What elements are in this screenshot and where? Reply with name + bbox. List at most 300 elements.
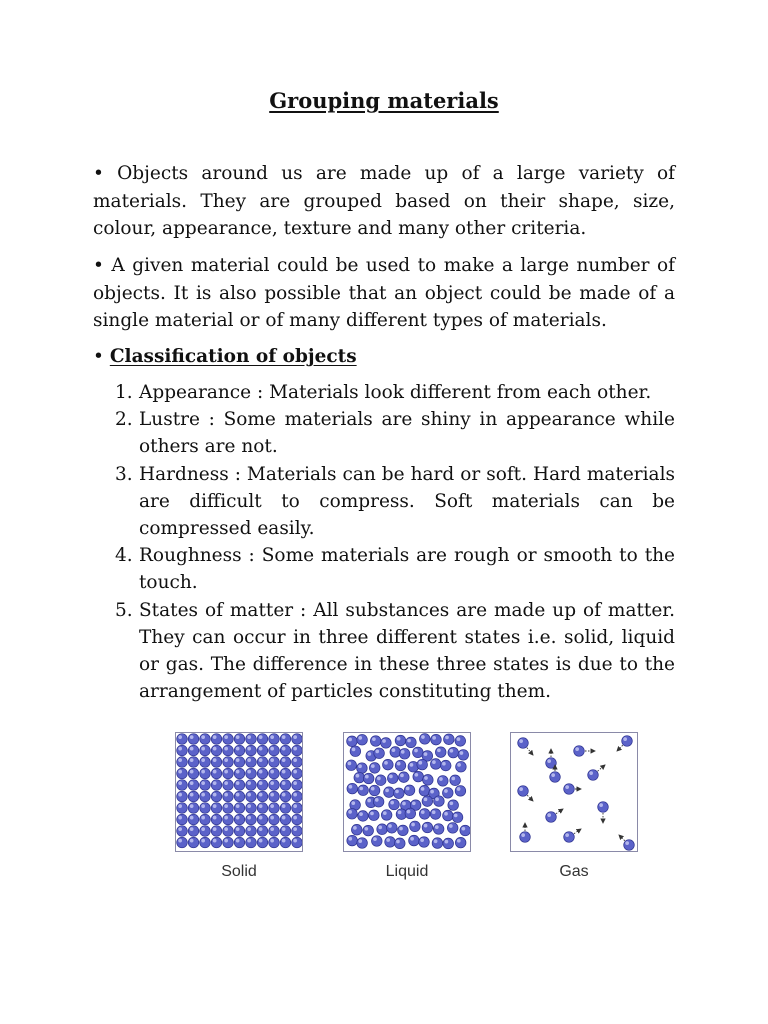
particle-highlight (519, 739, 523, 743)
particle (384, 787, 395, 798)
particle-highlight (178, 839, 182, 843)
particle-highlight (365, 775, 369, 779)
particle-highlight (375, 798, 379, 802)
particle (188, 768, 199, 779)
particle (447, 823, 458, 834)
particle-highlight (378, 825, 382, 829)
particle-highlight (270, 735, 274, 739)
solid-diagram (175, 732, 303, 852)
particle-highlight (356, 774, 360, 778)
particle-highlight (450, 749, 454, 753)
particle (413, 747, 424, 758)
paragraph-1-text: Objects around us are made up of a large variety of materials. They are grouped based on their shape, size, colour, appearance, texture and many other criteria. (93, 163, 675, 239)
particle-highlight (236, 770, 240, 774)
particle-highlight (411, 823, 415, 827)
particle-highlight (224, 781, 228, 785)
particle-highlight (236, 816, 240, 820)
particle-highlight (190, 839, 194, 843)
particle (257, 803, 268, 814)
particle-highlight (247, 816, 251, 820)
particle-highlight (371, 787, 375, 791)
particle-highlight (358, 839, 362, 843)
particle (351, 824, 362, 835)
particle (200, 745, 211, 756)
particle (292, 803, 302, 814)
particle (394, 788, 405, 799)
particle (177, 745, 188, 756)
particle-highlight (213, 816, 217, 820)
particle-highlight (190, 781, 194, 785)
particle-highlight (384, 761, 388, 765)
particle (363, 825, 374, 836)
particle (518, 738, 529, 749)
classification-list (93, 379, 675, 705)
particle-highlight (395, 790, 399, 794)
particle (257, 780, 268, 791)
particle (373, 796, 384, 807)
particle-highlight (224, 747, 228, 751)
particle-highlight (282, 770, 286, 774)
solid-caption: Solid (221, 863, 257, 880)
particle-highlight (421, 810, 425, 814)
particle (395, 760, 406, 771)
particle-highlight (270, 804, 274, 808)
liquid-caption: Liquid (385, 863, 429, 880)
particle-highlight (178, 770, 182, 774)
particle-highlight (402, 802, 406, 806)
particle-highlight (270, 793, 274, 797)
particle-highlight (282, 816, 286, 820)
particle (442, 788, 453, 799)
particle (520, 832, 531, 843)
particle-highlight (224, 839, 228, 843)
particle-highlight (293, 804, 297, 808)
particle-highlight (410, 763, 414, 767)
particle-highlight (270, 747, 274, 751)
list-item-text: States of matter : All substances are made up of matter. They can occur in three different states i.e. solid, liquid or gas. The difference in these three states is due to the arrangement of particles constituting them. (139, 599, 675, 703)
particle (399, 772, 410, 783)
particle (280, 791, 291, 802)
particle-highlight (351, 801, 355, 805)
particle (200, 791, 211, 802)
particle-highlight (400, 773, 404, 777)
particle (223, 768, 234, 779)
particle (234, 734, 245, 745)
particle-highlight (213, 793, 217, 797)
particle-highlight (364, 827, 368, 831)
particle-highlight (178, 781, 182, 785)
particle (574, 746, 585, 757)
particle-highlight (270, 816, 274, 820)
particle-highlight (282, 781, 286, 785)
particle (200, 757, 211, 768)
particle (452, 812, 463, 823)
particle (422, 822, 433, 833)
particle-highlight (247, 827, 251, 831)
particle (430, 759, 441, 770)
particle (177, 837, 188, 848)
particle (458, 750, 469, 761)
particle-highlight (293, 735, 297, 739)
particle-highlight (213, 747, 217, 751)
particle-highlight (439, 777, 443, 781)
particle-highlight (213, 770, 217, 774)
particle (456, 761, 467, 772)
particle-highlight (348, 837, 352, 841)
particle (211, 757, 222, 768)
particle (280, 826, 291, 837)
particle (374, 748, 385, 759)
particle (188, 826, 199, 837)
particle (269, 780, 280, 791)
particle-highlight (457, 839, 461, 843)
particle-highlight (437, 748, 441, 752)
particle-highlight (385, 788, 389, 792)
particle (409, 835, 420, 846)
particle (246, 803, 257, 814)
particle-highlight (236, 827, 240, 831)
particle-highlight (424, 776, 428, 780)
gas-caption: Gas (559, 863, 589, 880)
particle-highlight (190, 827, 194, 831)
particle-highlight (432, 810, 436, 814)
particle-highlight (421, 787, 425, 791)
particle (405, 808, 416, 819)
particle (292, 757, 302, 768)
particle (246, 745, 257, 756)
particle (257, 757, 268, 768)
particle (269, 791, 280, 802)
particle (257, 814, 268, 825)
particle (200, 837, 211, 848)
particle-highlight (348, 810, 352, 814)
particle-highlight (282, 747, 286, 751)
particle (292, 780, 302, 791)
particle (234, 837, 245, 848)
particle (406, 737, 417, 748)
particle (246, 768, 257, 779)
particle (387, 773, 398, 784)
particle (550, 772, 561, 783)
particle (246, 814, 257, 825)
particle (223, 745, 234, 756)
particle (211, 791, 222, 802)
particle-highlight (348, 738, 352, 742)
particle-highlight (399, 827, 403, 831)
particle-highlight (190, 747, 194, 751)
particle (419, 837, 430, 848)
list-item (93, 406, 675, 460)
particle-highlight (359, 787, 363, 791)
particle-highlight (259, 781, 263, 785)
particle-highlight (259, 827, 263, 831)
particle (564, 832, 575, 843)
particle (363, 773, 374, 784)
particle (387, 822, 398, 833)
list-item-text: Hardness : Materials can be hard or soft. Hard materials are difficult to compress. Soft materials can be compressed easily. (139, 463, 675, 540)
particle-highlight (625, 841, 629, 845)
particle (177, 780, 188, 791)
particle (443, 838, 454, 849)
particle (188, 734, 199, 745)
particle (369, 810, 380, 821)
particle-highlight (397, 762, 401, 766)
particle (369, 785, 380, 796)
particle-highlight (236, 793, 240, 797)
particle (455, 786, 466, 797)
section-heading (93, 343, 357, 371)
particle-highlight (247, 804, 251, 808)
particle (292, 791, 302, 802)
particle (432, 838, 443, 849)
particle (223, 780, 234, 791)
particle (347, 736, 358, 747)
particle-highlight (270, 781, 274, 785)
particle (223, 791, 234, 802)
particle (448, 800, 459, 811)
list-item-text: Lustre : Some materials are shiny in appearance while others are not. (139, 409, 675, 458)
particle-highlight (178, 758, 182, 762)
particle-highlight (449, 801, 453, 805)
particle-highlight (282, 758, 286, 762)
particle-highlight (389, 774, 393, 778)
particle (398, 825, 409, 836)
particle-highlight (383, 811, 387, 815)
particle (280, 780, 291, 791)
particle-highlight (213, 827, 217, 831)
particle-highlight (224, 827, 228, 831)
particle-highlight (201, 770, 205, 774)
particle-highlight (434, 839, 438, 843)
particle (350, 746, 361, 757)
particle-highlight (201, 735, 205, 739)
particle-highlight (414, 749, 418, 753)
particle-highlight (461, 827, 465, 831)
particle (269, 757, 280, 768)
particle (419, 785, 430, 796)
particle-highlight (445, 736, 449, 740)
particle (437, 776, 448, 787)
particle-highlight (375, 750, 379, 754)
particle-highlight (282, 793, 286, 797)
particle-highlight (412, 801, 416, 805)
particle (440, 760, 451, 771)
particle-highlight (457, 787, 461, 791)
particle (246, 757, 257, 768)
particle-highlight (406, 787, 410, 791)
particle-highlight (201, 758, 205, 762)
particle-highlight (224, 793, 228, 797)
particle-highlight (201, 827, 205, 831)
list-item (93, 597, 675, 706)
particle (394, 838, 405, 849)
particle (433, 824, 444, 835)
particle-highlight (224, 758, 228, 762)
particle (357, 838, 368, 849)
particle-highlight (201, 816, 205, 820)
particle-highlight (358, 764, 362, 768)
particle (346, 760, 357, 771)
particle (234, 757, 245, 768)
particle (455, 736, 466, 747)
list-item (93, 461, 675, 543)
particle (223, 734, 234, 745)
particle-highlight (442, 762, 446, 766)
particle (422, 796, 433, 807)
particle (280, 768, 291, 779)
particle-highlight (190, 770, 194, 774)
particle (347, 783, 358, 794)
particle (280, 734, 291, 745)
particle-highlight (353, 826, 357, 830)
particle-highlight (224, 770, 228, 774)
particle (377, 824, 388, 835)
list-number: 1. (115, 382, 133, 403)
particle (564, 784, 575, 795)
page-title: Grouping materials (269, 88, 499, 113)
particle (188, 745, 199, 756)
gas-diagram (510, 732, 638, 852)
particle-highlight (565, 833, 569, 837)
particle-highlight (270, 839, 274, 843)
particle (280, 814, 291, 825)
particle (257, 734, 268, 745)
particle-highlight (178, 804, 182, 808)
particle (280, 745, 291, 756)
particle-highlight (457, 763, 461, 767)
particle (390, 747, 401, 758)
particle (347, 835, 358, 846)
list-item-text: Roughness : Some materials are rough or smooth to the touch. (139, 545, 675, 594)
particle-highlight (259, 804, 263, 808)
particle-highlight (213, 781, 217, 785)
particle (200, 814, 211, 825)
particle (292, 734, 302, 745)
particle-highlight (424, 824, 428, 828)
particle (211, 837, 222, 848)
particle-highlight (392, 748, 396, 752)
particle-highlight (371, 764, 375, 768)
particle-highlight (457, 737, 461, 741)
particle (223, 803, 234, 814)
particle (423, 775, 434, 786)
particle (292, 768, 302, 779)
particle-highlight (435, 797, 439, 801)
particle-highlight (282, 839, 286, 843)
particle (211, 780, 222, 791)
particle-highlight (359, 812, 363, 816)
particle (450, 775, 461, 786)
particle-highlight (259, 770, 263, 774)
particle (234, 745, 245, 756)
particle-highlight (190, 804, 194, 808)
particle-highlight (201, 747, 205, 751)
particle-highlight (224, 804, 228, 808)
particle (460, 825, 470, 836)
particle (234, 826, 245, 837)
particle (234, 780, 245, 791)
particle-highlight (247, 735, 251, 739)
particle-highlight (432, 736, 436, 740)
particle-highlight (293, 827, 297, 831)
particle-highlight (377, 776, 381, 780)
particle-highlight (259, 758, 263, 762)
particle-highlight (415, 773, 419, 777)
particle (188, 814, 199, 825)
particle (211, 803, 222, 814)
particle (354, 772, 365, 783)
liquid-diagram (343, 732, 471, 852)
list-number: 5. (115, 599, 133, 621)
particle (383, 759, 394, 770)
particle (444, 734, 455, 745)
particle (280, 757, 291, 768)
list-item (93, 379, 675, 406)
particle-highlight (372, 737, 376, 741)
particle-highlight (247, 770, 251, 774)
particle (588, 770, 599, 781)
particle-highlight (236, 781, 240, 785)
particle (419, 809, 430, 820)
particle-highlight (224, 816, 228, 820)
particle-highlight (213, 735, 217, 739)
particle-highlight (352, 748, 356, 752)
particle (546, 812, 557, 823)
solid-particles-illustration (176, 733, 302, 851)
particle-highlight (424, 797, 428, 801)
particle-highlight (449, 824, 453, 828)
particle-highlight (547, 813, 551, 817)
bullet-2: • (93, 255, 104, 276)
particle-highlight (213, 839, 217, 843)
particle-highlight (551, 773, 555, 777)
particle (269, 734, 280, 745)
paragraph-2-text: A given material could be used to make a large number of objects. It is also possible that an object could be made of a single material or of many different types of materials. (93, 255, 675, 331)
particle-highlight (282, 735, 286, 739)
particle-highlight (247, 839, 251, 843)
particle-highlight (373, 837, 377, 841)
particle-highlight (236, 758, 240, 762)
particle-highlight (565, 785, 569, 789)
particle (211, 745, 222, 756)
particle (448, 747, 459, 758)
list-item-text: Appearance : Materials look different from each other. (139, 382, 652, 403)
particle-highlight (396, 840, 400, 844)
particle-highlight (293, 747, 297, 751)
particle (280, 837, 291, 848)
particle (410, 821, 421, 832)
particle-highlight (386, 838, 390, 842)
particle (257, 826, 268, 837)
particle (358, 811, 369, 822)
classification-heading: Classification of objects (109, 346, 357, 367)
particle-highlight (293, 793, 297, 797)
particle-highlight (213, 804, 217, 808)
particle (200, 768, 211, 779)
particle (455, 837, 466, 848)
particle-highlight (236, 804, 240, 808)
particle-highlight (398, 810, 402, 814)
particle (385, 837, 396, 848)
particle-highlight (454, 814, 458, 818)
particle-highlight (519, 787, 523, 791)
particle-highlight (270, 827, 274, 831)
particle (177, 768, 188, 779)
particle (443, 810, 454, 821)
particle (223, 826, 234, 837)
particle-highlight (236, 839, 240, 843)
particle-highlight (190, 758, 194, 762)
